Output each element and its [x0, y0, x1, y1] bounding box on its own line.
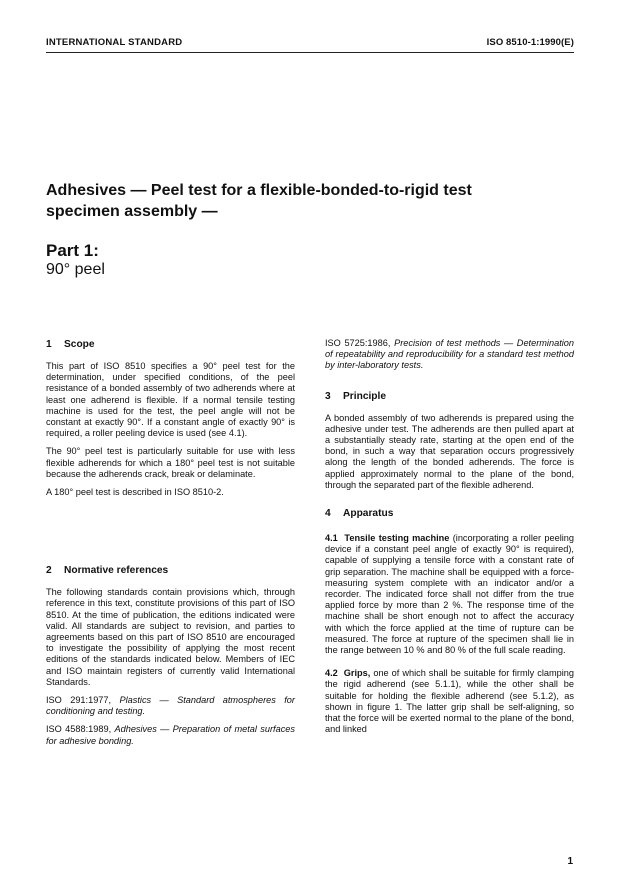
subsection-text: one of which shall be suitable for firmly clamping the rigid adherend (see 5.1.1), while the other shall be suitable for holding the flexible adherend (see 5.1.2), as shown in figure 1. The latter grip shall be self-aligning, so that the force will be exerted normal to the plane of the bond, and linked: [325, 668, 574, 735]
section-title: Principle: [343, 390, 387, 402]
paragraph: The following standards contain provisions which, through reference in this text, constitute provisions of this part of ISO 8510. At the time of publication, the editions indicated were valid. All standards are subject to revision, and parties to agreements based on this part of ISO 8510 are encouraged to investigate the possibility of applying the most recent editions of the standards indicated below. Members of IEC and ISO maintain registers of currently valid International Standards.: [46, 587, 295, 687]
reference-code: ISO 4588:1989,: [46, 724, 112, 735]
section-title: Apparatus: [343, 508, 394, 520]
subsection-grips: [325, 668, 574, 735]
paragraph: A bonded assembly of two adherends is prepared using the adhesive under test. The adherends are then pulled apart at a substantially steady rate, starting at the open end of the bond, in such a way that separation occurs progressively along the length of the bonded adherends. The force is applied approximately normal to the plane of the bond, through the separated part of the flexible adherend.: [325, 412, 574, 490]
reference-title: Plastics — Standard atmospheres for conditioning and testing.: [46, 695, 295, 717]
standard-number: ISO 8510-1:1990(E): [486, 37, 574, 48]
running-header: [46, 37, 574, 53]
reference-item: [46, 724, 295, 746]
reference-item: [325, 338, 574, 372]
reference-title: Adhesives — Preparation of metal surfaces for adhesive bonding.: [46, 724, 295, 746]
page-number: 1: [567, 856, 573, 867]
title-line-1: Adhesives — Peel test for a flexible-bonded-to-rigid test: [46, 182, 472, 199]
reference-code: ISO 5725:1986,: [325, 338, 391, 348]
document-type-label: INTERNATIONAL STANDARD: [46, 37, 183, 48]
section-heading-scope: [46, 338, 295, 352]
subsection-text: (incorporating a roller peeling device if a constant peel angle of exactly 90° is required), capable of supplying a tensile force with a constant rate of grip separation. The machine shall be equipped with a force-measuring system complete with an indicator and/or a recorder. The indicated force shall not differ from the true applied force by more than 2 %. The response time of the machine shall be short enough not to affect the accuracy with which the force applied at the time of rupture can be measured. The force at rupture of the specimen shall lie in the range between 10 % and 80 % of the full scale reading.: [325, 533, 574, 656]
section-heading-principle: [325, 390, 574, 404]
part-subtitle: 90° peel: [46, 261, 105, 278]
section-number: 3: [325, 390, 331, 402]
document-title: [46, 180, 566, 222]
paragraph: A 180° peel test is described in ISO 8510-2.: [46, 487, 224, 498]
paragraph: The 90° peel test is particularly suitable for use with less flexible adherends for which a 180° peel test is not suitable because the adherends crack, break or delaminate.: [46, 446, 295, 479]
reference-code: ISO 291:1977,: [46, 695, 112, 706]
section-title: Normative references: [64, 565, 169, 577]
subsection-number: 4.1: [325, 533, 338, 544]
right-column: [325, 338, 574, 735]
part-label: Part 1:: [46, 241, 99, 260]
section-number: 4: [325, 508, 331, 520]
subsection-tensile-testing-machine: [325, 533, 574, 656]
section-number: 2: [46, 565, 52, 577]
left-column: [46, 338, 295, 747]
section-heading-normative-references: [46, 564, 295, 578]
reference-item: [46, 695, 295, 717]
subsection-number: 4.2: [325, 668, 338, 679]
reference-title: Precision of test methods — Determination of repeatability and reproducibility for a standard test method by inter-laboratory tests.: [325, 338, 575, 371]
subsection-title: Grips,: [343, 668, 371, 679]
subsection-title: Tensile testing machine: [344, 533, 450, 544]
section-number: 1: [46, 339, 52, 350]
section-title: Scope: [64, 339, 95, 350]
title-line-2: specimen assembly —: [46, 203, 218, 220]
header-rule: [46, 52, 574, 53]
paragraph: This part of ISO 8510 specifies a 90° peel test for the determination, under specified conditions, of the peel resistance of a bonded assembly of two adherends where at least one adherend is flexible. If a normal tensile testing machine is used for the test, the peel angle will not be constant at exactly 90°. If a constant angle of exactly 90° is required, a roller peeling device is used (see 4.1).: [46, 361, 295, 439]
section-heading-apparatus: [325, 507, 574, 521]
